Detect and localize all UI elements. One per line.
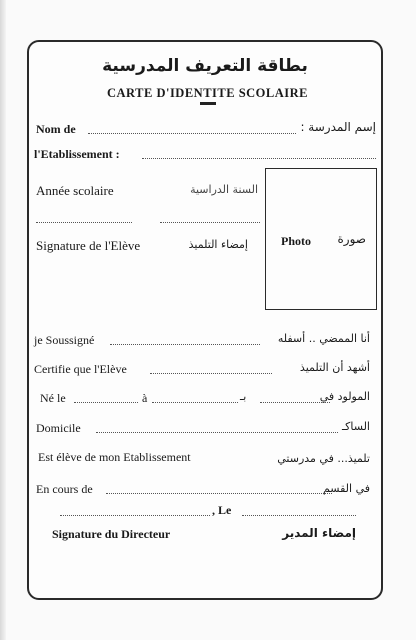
card-title-arabic: بطاقة التعريف المدرسية <box>102 56 308 76</box>
nom-label-fr: Nom de <box>36 122 76 136</box>
b-label-ar: بـ <box>240 390 247 403</box>
eleve-label-fr: Est élève de mon Etablissement <box>38 450 191 464</box>
annee-label-ar: السنة الدراسية <box>190 183 258 196</box>
sakin-label-ar: الساكـ <box>341 420 370 433</box>
annee-dotted-line-left[interactable] <box>36 222 132 223</box>
domicile-dotted-line[interactable] <box>96 432 338 433</box>
ne-le-dotted-line[interactable] <box>74 402 138 403</box>
etablissement-label-fr: l'Etablissement : <box>34 147 120 161</box>
eleve-label-ar: تلميذ... في مدرستي <box>277 452 370 465</box>
certifie-label-ar: أشهد أن التلميذ <box>299 361 370 374</box>
ne-le-label-fr: Né le <box>40 391 66 405</box>
a-label-fr: à <box>142 391 148 405</box>
signature-directeur-label-fr: Signature du Directeur <box>52 527 171 541</box>
certifie-label-fr: Certifie que l'Elève <box>34 362 127 376</box>
lieu-dotted-line[interactable] <box>60 515 210 516</box>
photo-label-ar: صورة <box>337 232 366 246</box>
soussigne-dotted-line[interactable] <box>110 344 260 345</box>
signature-eleve-label-fr: Signature de l'Elève <box>36 238 141 253</box>
qism-label-ar: في القسم <box>322 482 370 495</box>
signature-directeur-label-ar: إمضاء المدير <box>282 526 356 540</box>
encours-label-fr: En cours de <box>36 482 93 496</box>
mawloud-label-ar: المولود في <box>319 390 370 403</box>
domicile-label-fr: Domicile <box>36 421 81 435</box>
annee-dotted-line-right[interactable] <box>160 222 260 223</box>
nom-label-ar: إسم المدرسة : <box>300 120 376 134</box>
soussigne-label-ar: أنا الممضي .. أسفله <box>277 332 370 345</box>
encours-dotted-line[interactable] <box>106 493 332 494</box>
certifie-dotted-line[interactable] <box>150 373 272 374</box>
etablissement-dotted-line[interactable] <box>142 158 376 159</box>
a-dotted-line[interactable] <box>152 402 238 403</box>
nom-dotted-line[interactable] <box>88 133 296 134</box>
signature-eleve-label-ar: إمضاء التلميذ <box>188 238 248 251</box>
le-label-fr: , Le <box>212 503 232 517</box>
date-dotted-line[interactable] <box>242 515 356 516</box>
annee-label-fr: Année scolaire <box>36 183 114 198</box>
soussigne-label-fr: je Soussigné <box>34 333 95 347</box>
page-edge-shadow <box>0 0 6 640</box>
card-title-french: CARTE D'IDENTITE SCOLAIRE <box>107 86 308 100</box>
title-underline <box>200 102 216 105</box>
photo-label-fr: Photo <box>281 234 311 248</box>
